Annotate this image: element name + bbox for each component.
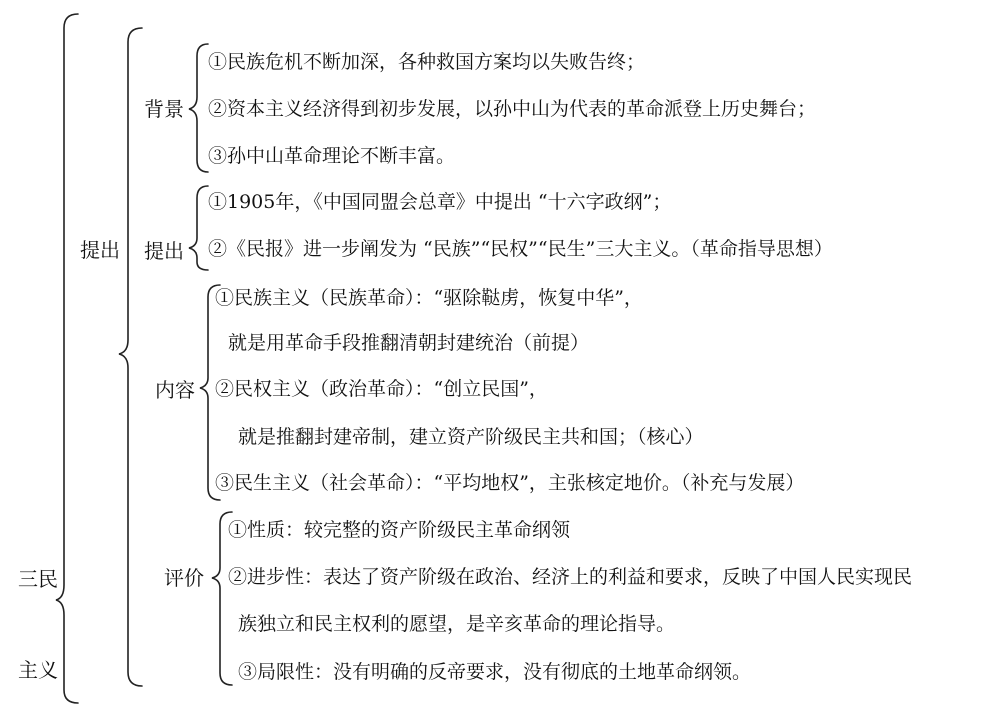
- evaluation-item: ①性质：较完整的资产阶级民主革命纲领: [228, 519, 571, 541]
- root-label-line2: 主义: [18, 658, 58, 682]
- background-label: 背景: [144, 97, 184, 121]
- branch-label: 提出: [80, 238, 120, 262]
- proposal-brace: [189, 186, 208, 270]
- content-item: ③民生主义（社会革命）：“平均地权”，主张核定地价。（补充与发展）: [215, 472, 805, 494]
- proposal-label: 提出: [144, 239, 184, 263]
- background-item: ③孙中山革命理论不断丰富。: [208, 145, 456, 167]
- content-item: ①民族主义（民族革命）：“驱除鞑虏，恢复中华”，: [215, 287, 643, 309]
- proposal-item: ②《民报》进一步阐发为 “民族”“民权”“民生”三大主义。（革命指导思想）: [208, 238, 833, 260]
- background-item: ②资本主义经济得到初步发展，以孙中山为代表的革命派登上历史舞台；: [208, 98, 817, 120]
- content-item: 就是用革命手段推翻清朝封建统治（前提）: [228, 332, 590, 354]
- evaluation-item: ③局限性：没有明确的反帝要求，没有彻底的土地革命纲领。: [238, 661, 752, 683]
- root-label-line1: 三民: [18, 567, 58, 591]
- background-item: ①民族危机不断加深，各种救国方案均以失败告终；: [208, 51, 646, 73]
- branch-brace: [119, 28, 142, 686]
- proposal-item: ①1905年，《中国同盟会总章》中提出 “十六字政纲”；: [208, 191, 672, 213]
- content-item: ②民权主义（政治革命）：“创立民国”，: [215, 378, 548, 400]
- content-label: 内容: [155, 378, 195, 402]
- root-brace: [56, 14, 78, 703]
- content-item: 就是推翻封建帝制，建立资产阶级民主共和国；（核心）: [238, 426, 704, 448]
- evaluation-label: 评价: [164, 566, 204, 590]
- background-brace: [189, 44, 208, 172]
- evaluation-item: 族独立和民主权利的愿望，是辛亥革命的理论指导。: [238, 613, 676, 635]
- evaluation-item: ②进步性：表达了资产阶级在政治、经济上的利益和要求，反映了中国人民实现民: [228, 566, 913, 588]
